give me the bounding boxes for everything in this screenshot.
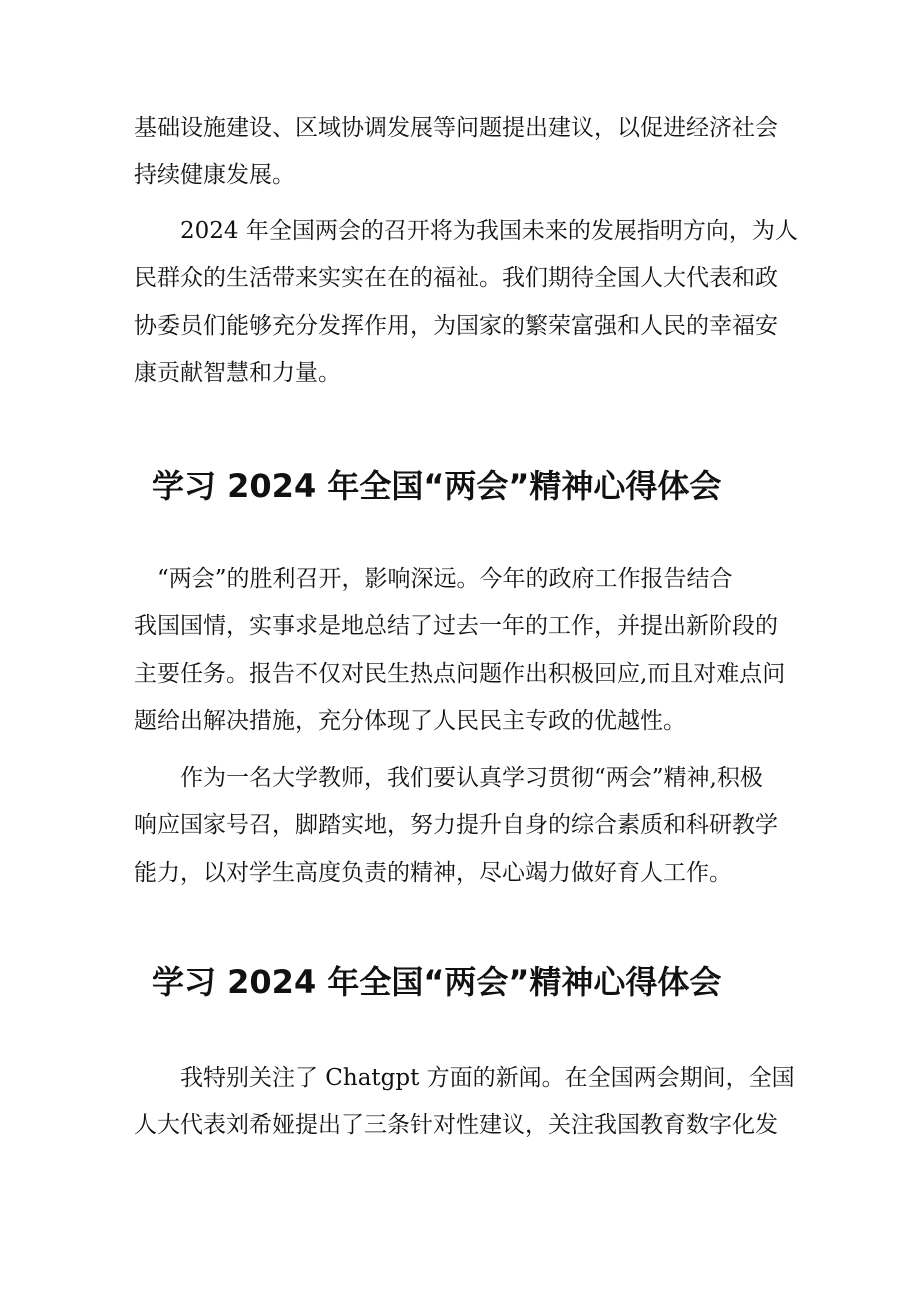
text-line: 民群众的生活带来实实在在的福祉。我们期待全国人大代表和政 [134,265,778,292]
text-line: 我国国情，实事求是地总结了过去一年的工作，并提出新阶段的 [134,613,778,640]
paragraph [134,1055,794,1150]
paragraph [134,105,794,200]
text-line: 2024 年全国两会的召开将为我国未来的发展指明方向，为人 [134,218,798,244]
text-line: 能力，以对学生高度负责的精神，尽心竭力做好育人工作。 [134,859,732,886]
paragraph [134,556,794,746]
section-heading: 学习 2024 年全国“两会”精神心得体会 [152,467,722,505]
text-line: 基础设施建设、区域协调发展等问题提出建议，以促进经济社会 [134,115,778,141]
text-line: “两会”的胜利召开，影响深远。今年的政府工作报告结合 [134,566,733,592]
paragraph [134,755,794,897]
text-line: 作为一名大学教师，我们要认真学习贯彻“两会”精神,积极 [134,765,763,791]
text-line: 主要任务。报告不仅对民生热点问题作出积极回应,而且对难点问 [134,660,786,687]
text-line: 人大代表刘希娅提出了三条针对性建议，关注我国教育数字化发 [134,1112,778,1139]
section-heading: 学习 2024 年全国“两会”精神心得体会 [152,963,722,1001]
text-line: 响应国家号召，脚踏实地，努力提升自身的综合素质和科研教学 [134,812,778,839]
paragraph [134,208,798,398]
text-line: 康贡献智慧和力量。 [134,360,341,387]
text-line: 持续健康发展。 [134,162,295,189]
text-line: 我特别关注了 Chatgpt 方面的新闻。在全国两会期间，全国 [134,1065,795,1091]
text-line: 题给出解决措施，充分体现了人民民主专政的优越性。 [134,708,686,735]
text-line: 协委员们能够充分发挥作用，为国家的繁荣富强和人民的幸福安 [134,312,778,339]
